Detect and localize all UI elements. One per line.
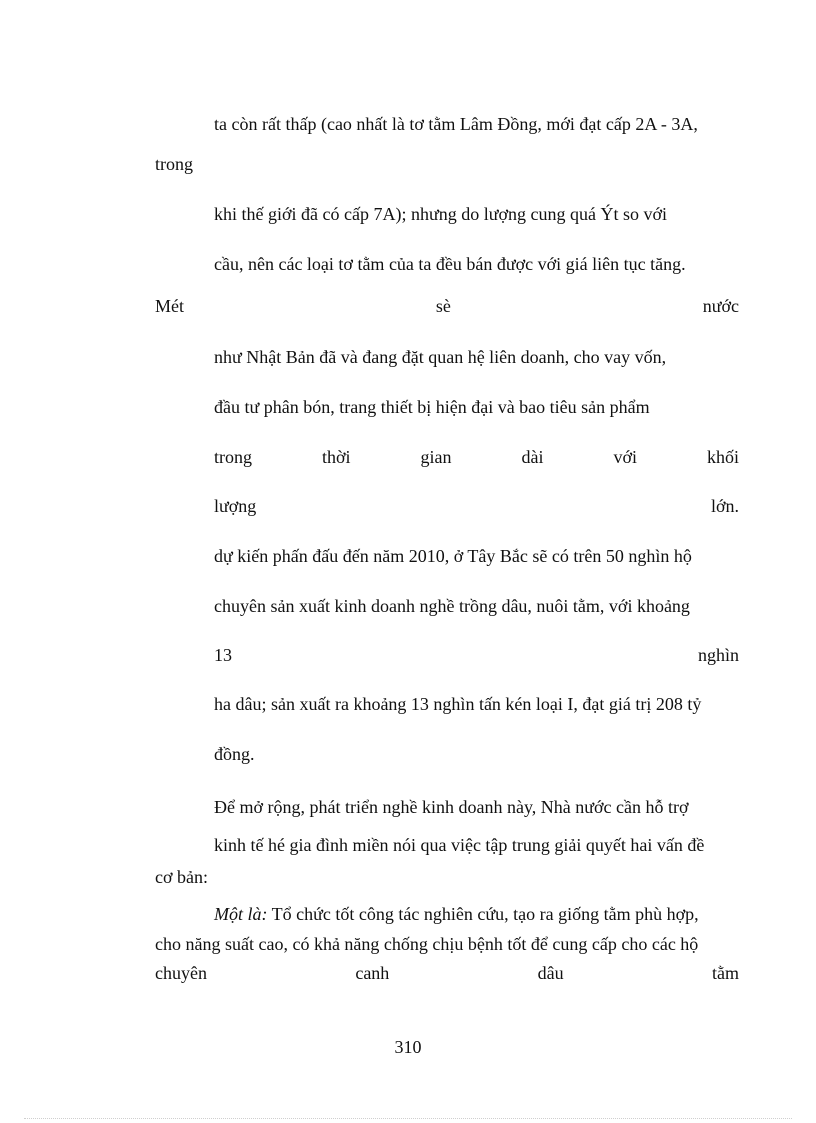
text-line: khi thế giới đã có cấp 7A); nhưng do lượng cung quá Ýt so với xyxy=(214,204,667,224)
text-line: dự kiến phấn đấu đến năm 2010, ở Tây Bắc sẽ có trên 50 nghìn hộ xyxy=(214,546,692,566)
text-line: đầu tư phân bón, trang thiết bị hiện đại và bao tiêu sản phẩm xyxy=(214,397,650,417)
word: canh xyxy=(355,963,390,983)
word: 13 xyxy=(214,645,232,665)
word: nghìn xyxy=(697,645,739,665)
justified-line xyxy=(214,446,739,468)
text-line: như Nhật Bản đã và đang đặt quan hệ liên doanh, cho vay vốn, xyxy=(214,347,667,367)
line-text: Tổ chức tốt công tác nghiên cứu, tạo ra giống tằm phù hợp, xyxy=(267,904,699,924)
word: gian xyxy=(420,447,452,467)
text-line: ha dâu; sản xuất ra khoảng 13 nghìn tấn kén loại I, đạt giá trị 208 tỷ xyxy=(214,694,702,714)
word: lớn. xyxy=(710,496,739,516)
italic-label: Một là: xyxy=(214,904,268,924)
word: dài xyxy=(521,447,544,467)
justified-line xyxy=(155,962,739,984)
word: dâu xyxy=(537,963,564,983)
text-line xyxy=(214,903,699,925)
word: sè xyxy=(435,296,451,316)
text-line: chuyên sản xuất kinh doanh nghề trồng dâu, nuôi tằm, với khoảng xyxy=(214,596,690,616)
text-line: cầu, nên các loại tơ tằm của ta đều bán được với giá liên tục tăng. xyxy=(214,254,686,274)
word: khối xyxy=(706,447,739,467)
text-line: cho năng suất cao, có khả năng chống chịu bệnh tốt để cung cấp cho các hộ xyxy=(155,934,699,954)
text-line: Để mở rộng, phát triển nghề kinh doanh này, Nhà nước cần hỗ trợ xyxy=(214,797,689,817)
page-bottom-divider xyxy=(24,1118,792,1119)
justified-line xyxy=(214,644,739,666)
word: thời xyxy=(321,447,351,467)
word: Mét xyxy=(155,296,184,316)
text-line: cơ bản: xyxy=(155,867,208,887)
word: trong xyxy=(214,447,252,467)
text-line: ta còn rất thấp (cao nhất là tơ tằm Lâm Đồng, mới đạt cấp 2A - 3A, xyxy=(214,114,698,134)
word: chuyên xyxy=(155,963,207,983)
word: lượng xyxy=(214,496,257,516)
justified-line xyxy=(155,295,739,317)
text-line: đồng. xyxy=(214,744,255,764)
text-line: kinh tế hé gia đình miền nói qua việc tập trung giải quyết hai vấn đề xyxy=(214,835,705,855)
page-number: 310 xyxy=(394,1037,422,1057)
justified-line xyxy=(214,495,739,517)
text-line: trong xyxy=(155,154,193,174)
word: tằm xyxy=(712,963,739,983)
word: nước xyxy=(702,296,739,316)
word: với xyxy=(613,447,637,467)
